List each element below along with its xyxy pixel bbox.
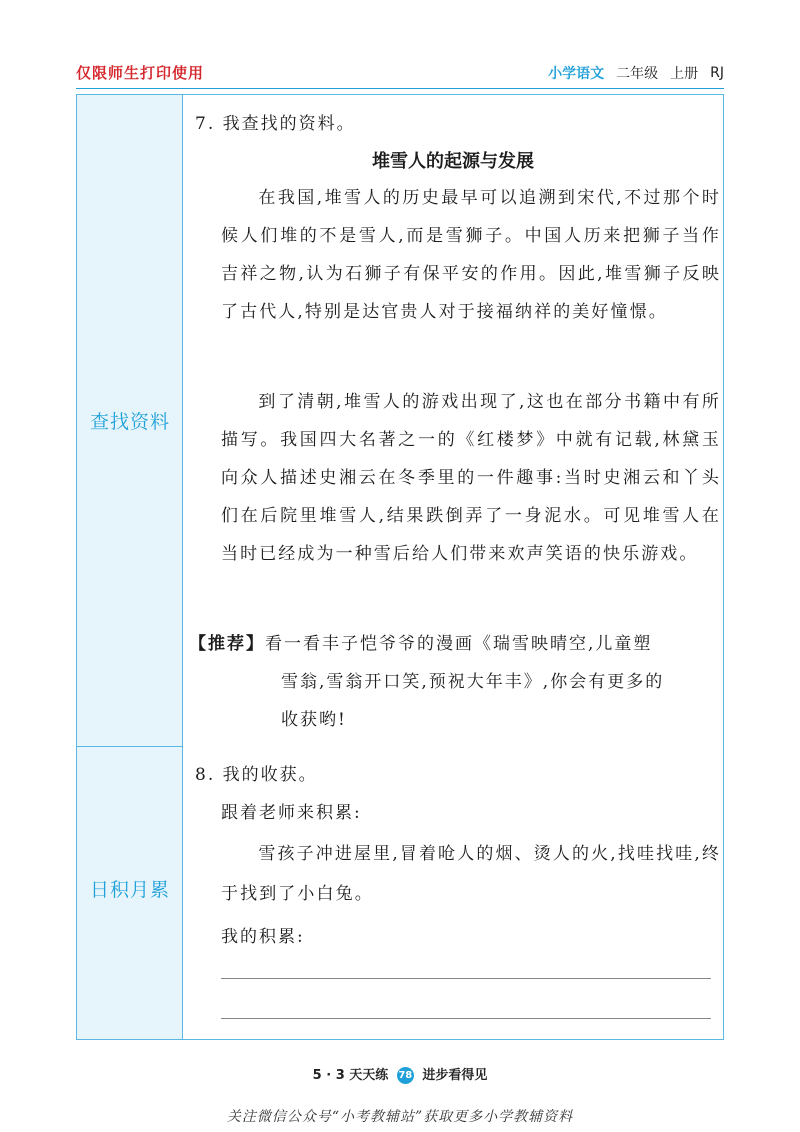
section-label-accumulate: 日积月累 <box>89 879 170 901</box>
section-label-research: 查找资料 <box>89 411 170 433</box>
article-title: 堆雪人的起源与发展 <box>372 151 534 172</box>
article-paragraph: 到了清朝,堆雪人的游戏出现了,这也在部分书籍中有所描写。我国四大名著之一的《红楼梦》中就有记载,林黛玉向众人描述史湘云在冬季里的一件趣事:当时史湘云和丫头们在后院里堆雪人,结果跌倒弄了一身泥水。可见堆雪人在当时已经成为一种雪后给人们带来欢声笑语的快乐游戏。 <box>221 392 721 564</box>
answer-line[interactable] <box>221 1018 711 1019</box>
recommend-text: 收获哟! <box>281 710 347 730</box>
recommendation <box>189 625 721 739</box>
subject-label: 小学语文 <box>548 66 605 82</box>
my-accumulation-label: 我的积累: <box>221 927 305 947</box>
accumulate-section <box>183 746 723 1039</box>
watermark-text: 关注微信公众号“小考教辅站”获取更多小学教辅资料 <box>226 1109 574 1125</box>
recommend-text: 雪翁,雪翁开口笑,预祝大年丰》,你会有更多的 <box>281 672 665 692</box>
question-7: 7. 我查找的资料。 <box>195 114 356 134</box>
answer-line[interactable] <box>221 978 711 979</box>
page-number: 78 <box>397 1067 414 1084</box>
worksheet-table <box>76 94 724 1040</box>
article-paragraph: 在我国,堆雪人的历史最早可以追溯到宋代,不过那个时候人们堆的不是雪人,而是雪狮子。中国人历来把狮子当作吉祥之物,认为石狮子有保平安的作用。因此,堆雪狮子反映了古代人,特别是达官贵人对于接福纳祥的美好憧憬。 <box>221 188 721 322</box>
recommend-tag: 【推荐】 <box>189 634 265 654</box>
print-notice: 仅限师生打印使用 <box>76 64 205 82</box>
page-footer <box>0 1064 800 1084</box>
accumulate-quote: 雪孩子冲进屋里,冒着呛人的烟、烫人的火,找哇找哇,终于找到了小白兔。 <box>221 844 721 904</box>
recommend-text: 看一看丰子恺爷爷的漫画《瑞雪映晴空,儿童塑 <box>265 634 653 654</box>
sidebar <box>77 95 183 1039</box>
content-area <box>183 95 723 1039</box>
grade-label: 二年级 <box>616 66 659 82</box>
book-info <box>548 63 724 83</box>
footer-slogan: 进步看得见 <box>422 1068 488 1083</box>
volume-label: 上册 <box>670 66 699 82</box>
research-section <box>183 95 723 746</box>
sidebar-divider <box>77 746 182 747</box>
header-rule <box>76 88 724 89</box>
follow-teacher-label: 跟着老师来积累: <box>221 803 362 823</box>
footer-brand: 5 · 3 天天练 <box>312 1068 389 1083</box>
edition-label: RJ <box>710 65 724 81</box>
question-8: 8. 我的收获。 <box>195 765 318 785</box>
